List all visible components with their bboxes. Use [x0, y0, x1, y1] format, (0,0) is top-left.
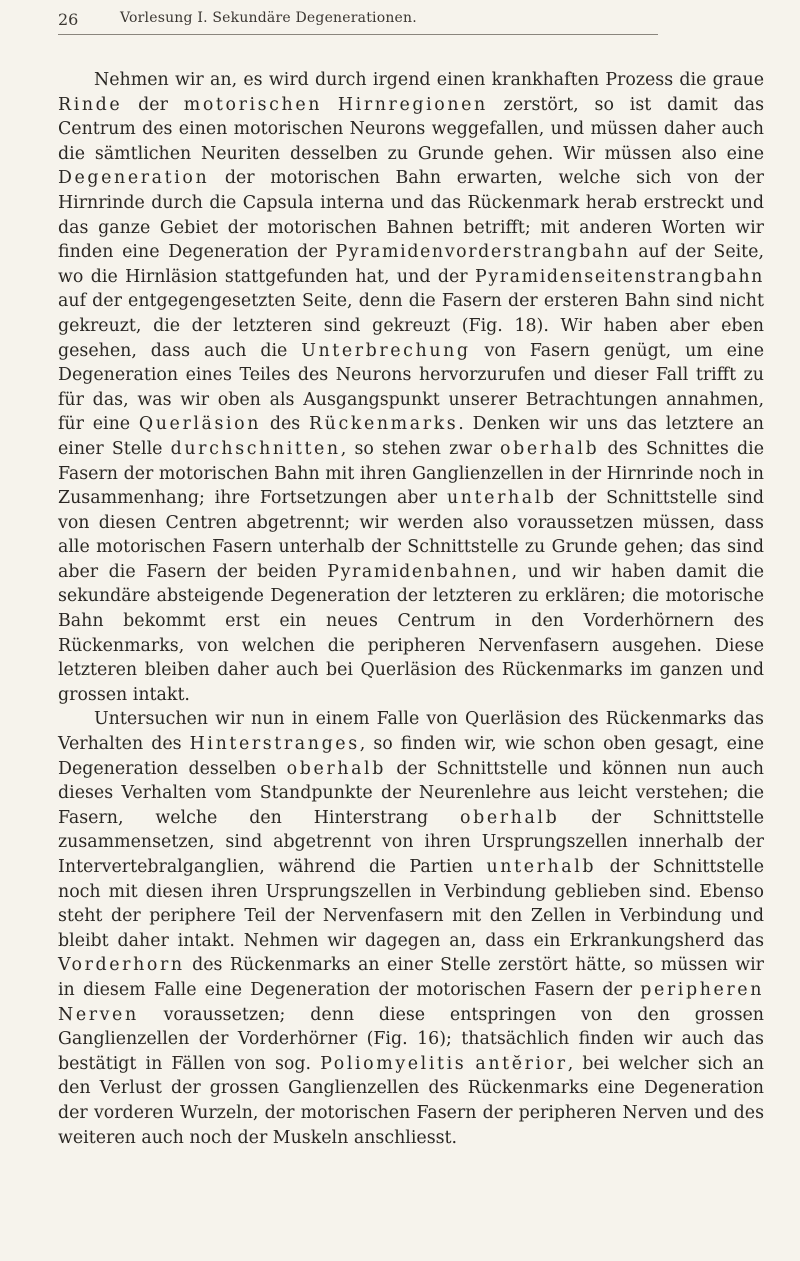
text-run: , und wir haben damit die sekundäre absteigende Degeneration der letzteren zu erklären; die motorische Bahn bekommt erst ein neues Centrum in den Vorderhörnern des Rückenmarks, von welchen die peripheren Nervenfasern ausgehen. Diese letzteren bleiben daher auch bei Querläsion des Rückenmarks im ganzen und grossen intakt.: [58, 561, 764, 705]
text-run: des Schnittes die Fasern der motorischen Bahn mit ihren Ganglienzellen in der Hirnrinde noch in Zusammenhang; ihre Fortsetzungen aber: [58, 438, 764, 509]
text-run: , so stehen zwar: [340, 438, 501, 459]
text-run: zerstört, so ist damit das Centrum des einen motorischen Neurons weggefallen, und müssen daher auch die sämtlichen Neuriten desselben zu Grunde gehen. Wir müssen also eine: [58, 94, 764, 164]
spaced-emphasis: Hirnregionen: [337, 94, 488, 115]
spaced-emphasis: Pyramidenbahnen: [327, 561, 512, 582]
header-rule: [58, 34, 658, 35]
text-run: von Fasern genügt, um eine Degeneration eines Teiles des Neurons hervorzurufen und dieser Fall trifft zu für das, was wir oben als Ausgangspunkt unserer Betrachtungen annahmen, für eine: [58, 340, 764, 435]
spaced-emphasis: unterhalb: [446, 488, 557, 509]
spaced-emphasis: Nerven: [58, 1004, 139, 1025]
text-run: . Denken wir uns das letztere an einer Stelle: [58, 414, 765, 459]
spaced-emphasis: antĕrior: [475, 1053, 568, 1074]
text-run: , bei welcher sich an den Verlust der grossen Ganglienzellen des Rückenmarks eine Degeneration der vorderen Wurzeln, der motorischen Fasern der peripheren Nerven und des weiteren auch noch der Muskeln anschliesst.: [58, 1053, 764, 1148]
running-title: Vorlesung I. Sekundäre Degenerationen.: [120, 10, 417, 26]
spaced-emphasis: oberhalb: [460, 807, 560, 828]
spaced-emphasis: Querläsion: [138, 414, 262, 435]
text-run: auf der entgegengesetzten Seite, denn die Fasern der ersteren Bahn sind nicht gekreuzt, die der letzteren sind gekreuzt (Fig. 18). Wir haben aber eben gesehen, dass auch die: [58, 291, 764, 361]
spaced-emphasis: oberhalb: [500, 438, 600, 459]
spaced-emphasis: Unterbrechung: [301, 340, 471, 361]
text-run: der: [122, 94, 184, 115]
text-run: auf der Seite, wo die Hirnläsion stattgefunden hat, und der: [58, 242, 764, 287]
running-head: [58, 6, 764, 40]
spaced-emphasis: Pyramidenvorderstrangbahn: [335, 242, 630, 263]
text-run: der Schnittstelle sind von diesen Centren abgetrennt; wir werden also voraussetzen müssen, dass alle motorischen Fasern unterhalb der Schnittstelle zu Grunde gehen; das sind aber die Fasern der beiden: [58, 488, 764, 582]
body-text: [58, 68, 764, 1150]
page-number: 26: [58, 10, 79, 29]
spaced-emphasis: Degeneration: [58, 168, 210, 189]
text-run: der motorischen Bahn erwarten, welche sich von der Hirnrinde durch die Capsula interna und das Rückenmark herab erstreckt und das ganze Gebiet der motorischen Bahnen betrifft; mit anderen Worten wir finden eine Degeneration der: [58, 168, 764, 263]
spaced-emphasis: motorischen: [183, 94, 323, 115]
paragraph: [58, 707, 764, 1150]
text-run: Nehmen wir an, es wird durch irgend einen krankhaften Prozess die graue: [94, 70, 764, 90]
paragraph: [58, 68, 764, 707]
spaced-emphasis: oberhalb: [286, 758, 386, 779]
text-run: der Schnittstelle noch mit diesen ihren Ursprungszellen in Verbindung geblieben sind. Ebenso steht der periphere Teil der Nervenfasern mit den Zellen in Verbindung und bleibt daher intakt. Nehmen wir dagegen an, dass ein Erkrankungsherd das: [58, 857, 764, 951]
spaced-emphasis: unterhalb: [486, 857, 597, 877]
spaced-emphasis: Pyramidenseitenstrangbahn: [475, 266, 764, 287]
text-run: des: [261, 414, 309, 435]
book-page: [58, 0, 764, 1150]
spaced-emphasis: peripheren: [640, 979, 764, 1000]
text-run: voraussetzen; denn diese entspringen von den grossen Ganglienzellen der Vorderhörner (Fig. 16); thatsächlich finden wir auch das bestätigt in Fällen von sog.: [58, 1004, 764, 1074]
text-run: Untersuchen wir nun in einem Falle von Querläsion des Rückenmarks das Verhalten des: [58, 709, 764, 755]
spaced-emphasis: Poliomyelitis: [320, 1053, 467, 1074]
text-run: der Schnittstelle zusammensetzen, sind abgetrennt von ihren Ursprungszellen innerhalb der Intervertebralganglien, während die Partien: [58, 807, 764, 877]
text-run: des Rückenmarks an einer Stelle zerstört hätte, so müssen wir in diesem Falle eine Degeneration der motorischen Fasern der: [58, 955, 764, 1000]
spaced-emphasis: Vorderhorn: [58, 955, 185, 976]
spaced-emphasis: Rinde: [58, 94, 123, 115]
text-run: , so finden wir, wie schon oben gesagt, eine Degeneration desselben: [58, 734, 764, 779]
spaced-emphasis: durchschnitten: [170, 438, 341, 459]
text-run: der Schnittstelle und können nun auch dieses Verhalten vom Standpunkte der Neurenlehre aus leicht verstehen; die Fasern, welche den Hinterstrang: [58, 758, 764, 828]
text-run: [322, 95, 338, 115]
spaced-emphasis: Rückenmarks: [308, 414, 459, 435]
spaced-emphasis: Hinterstranges: [189, 734, 360, 755]
